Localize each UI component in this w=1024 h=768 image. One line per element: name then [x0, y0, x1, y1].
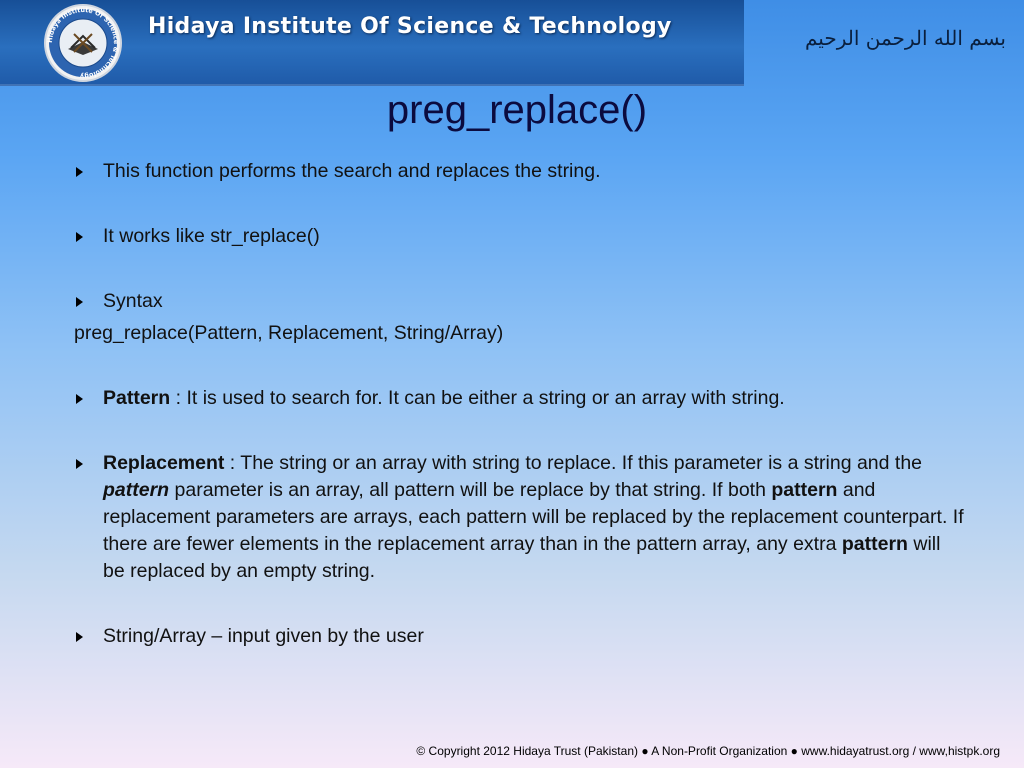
bullet-text: : The string or an array with string to replace. If this parameter is a string and the — [224, 452, 923, 474]
bullet-arrow-icon — [76, 394, 83, 404]
bullet-text: and replacement parameters are arrays, each pattern will be replaced by the replacement counterpart. If there are fewer elements in the replacement array than in the pattern array, any extra — [103, 479, 964, 555]
bullet-item — [74, 223, 964, 250]
footer-copyright: © Copyright 2012 Hidaya Trust (Pakistan) — [416, 744, 638, 758]
term-pattern: pattern — [841, 533, 908, 555]
footer-separator: ● — [787, 744, 802, 758]
syntax-line: preg_replace(Pattern, Replacement, String/Array) — [74, 322, 504, 344]
arabic-calligraphy: بسم الله الرحمن الرحيم — [804, 26, 1006, 50]
term-pattern-italic: pattern — [103, 479, 170, 501]
bullet-arrow-icon — [76, 632, 83, 642]
term-pattern: Pattern — [103, 387, 171, 409]
bullet-arrow-icon — [76, 459, 83, 469]
bullet-item — [74, 450, 964, 585]
bullet-arrow-icon — [76, 232, 83, 242]
bullet-text: will be replaced by an empty string. — [103, 533, 941, 582]
bullet-arrow-icon — [76, 297, 83, 307]
footer-separator: ● — [637, 744, 652, 758]
term-replacement: Replacement — [103, 452, 225, 474]
footer-links: www.hidayatrust.org / www,histpk.org — [801, 744, 1000, 758]
bullet-text: String/Array – input given by the user — [103, 625, 424, 647]
bullet-arrow-icon — [76, 167, 83, 177]
bullet-text: Syntax — [103, 290, 163, 312]
institute-logo — [36, 4, 130, 82]
slide-title: preg_replace() — [386, 88, 648, 132]
bullet-text: parameter is an array, all pattern will be replace by that string. If both — [169, 479, 772, 501]
term-pattern: pattern — [771, 479, 838, 501]
bullet-text: It works like str_replace() — [103, 225, 320, 247]
footer-org: A Non-Profit Organization — [651, 744, 788, 758]
bullet-item — [74, 288, 964, 315]
logo-ring-text: Hidaya Institute Of Science & Technology — [45, 5, 121, 81]
footer — [0, 744, 1000, 758]
bullet-text: This function performs the search and replaces the string. — [103, 160, 601, 182]
bullet-text: : It is used to search for. It can be either a string or an array with string. — [170, 387, 785, 409]
bullet-item — [74, 623, 964, 650]
slide-content — [74, 158, 964, 650]
institute-name: Hidaya Institute Of Science & Technology — [148, 14, 672, 39]
header-bar — [0, 0, 744, 86]
bullet-item — [74, 385, 964, 412]
bullet-item — [74, 158, 964, 185]
